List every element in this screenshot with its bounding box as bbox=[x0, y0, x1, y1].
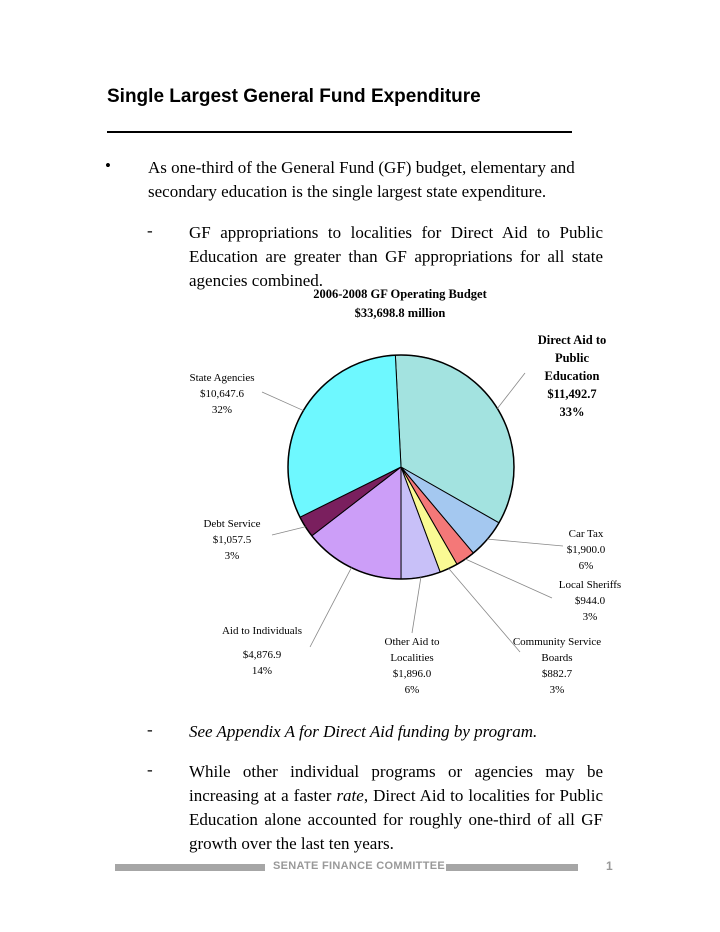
label-aid-individuals-percent: 14% bbox=[251, 665, 273, 677]
label-local-sheriffs-percent: 3% bbox=[582, 611, 598, 623]
leader-line-debt-service bbox=[272, 527, 305, 535]
chart-title: 2006-2008 GF Operating Budget bbox=[313, 287, 487, 301]
paragraph-growth-italic: rate bbox=[336, 786, 364, 805]
label-direct-aid bbox=[512, 331, 632, 421]
label-other-aid-line1: Other Aid to bbox=[384, 636, 440, 648]
label-car-tax-value: $1,900.0 bbox=[566, 544, 606, 556]
label-direct-aid-line3: Education bbox=[544, 369, 600, 383]
paragraph-main: As one-third of the General Fund (GF) budget, elementary and secondary education is the single largest state expenditure. bbox=[148, 158, 575, 201]
page-number: 1 bbox=[606, 859, 613, 873]
label-aid-individuals-value: $4,876.9 bbox=[242, 649, 282, 661]
label-direct-aid-percent: 33% bbox=[559, 405, 585, 419]
label-direct-aid-line2: Public bbox=[554, 351, 590, 365]
dash-marker: - bbox=[147, 221, 153, 240]
paragraph-growth bbox=[189, 760, 603, 856]
label-other-aid-line2: Localities bbox=[390, 652, 434, 664]
label-other-aid-percent: 6% bbox=[404, 684, 420, 696]
label-aid-individuals bbox=[212, 623, 312, 639]
label-local-sheriffs-name: Local Sheriffs bbox=[558, 579, 622, 591]
label-state-agencies-percent: 32% bbox=[211, 404, 233, 416]
bullet-marker: • bbox=[105, 156, 111, 175]
label-community-service bbox=[497, 634, 617, 698]
label-debt-service-name: Debt Service bbox=[203, 518, 261, 530]
page-title: Single Largest General Fund Expenditure bbox=[107, 86, 481, 107]
label-community-service-line2: Boards bbox=[541, 652, 573, 664]
label-community-service-percent: 3% bbox=[549, 684, 565, 696]
leader-line-aid-to-individuals bbox=[310, 568, 351, 647]
leader-line-other-aid-to-localities bbox=[412, 577, 421, 633]
label-state-agencies-value: $10,647.6 bbox=[200, 388, 244, 400]
label-debt-service-value: $1,057.5 bbox=[212, 534, 252, 546]
label-aid-individuals-name: Aid to Individuals bbox=[221, 625, 303, 637]
label-direct-aid-line1: Direct Aid to bbox=[537, 333, 607, 347]
label-local-sheriffs-value: $944.0 bbox=[574, 595, 606, 607]
label-other-aid bbox=[362, 634, 462, 698]
label-car-tax bbox=[548, 526, 624, 574]
label-debt-service bbox=[192, 516, 272, 564]
footer-bar-right bbox=[446, 864, 578, 871]
footer-committee-name: SENATE FINANCE COMMITTEE bbox=[273, 860, 445, 872]
label-debt-service-percent: 3% bbox=[224, 550, 240, 562]
paragraph-appendix-note: See Appendix A for Direct Aid funding by program. bbox=[189, 722, 538, 741]
label-other-aid-value: $1,896.0 bbox=[392, 668, 432, 680]
paragraph-growth-part1: While other individual programs or agencies may be increasing at a faster bbox=[189, 762, 603, 805]
label-direct-aid-value: $11,492.7 bbox=[547, 387, 597, 401]
paragraph-direct-aid: GF appropriations to localities for Direct Aid to Public Education are greater than GF appropriations for all state agencies combined. bbox=[189, 223, 603, 290]
paragraph-growth-part2: , Direct Aid to localities for Public Education alone accounted for roughly one-third of all GF growth over the last ten years. bbox=[189, 786, 603, 853]
chart-subtitle: $33,698.8 million bbox=[354, 306, 446, 320]
label-community-service-line1: Community Service bbox=[512, 636, 602, 648]
leader-line-local-sheriffs bbox=[465, 559, 552, 598]
label-state-agencies-name: State Agencies bbox=[189, 372, 255, 384]
label-car-tax-percent: 6% bbox=[578, 560, 594, 572]
dash-marker: - bbox=[147, 760, 153, 779]
label-local-sheriffs bbox=[549, 577, 631, 625]
label-aid-individuals-values bbox=[212, 647, 312, 679]
label-state-agencies bbox=[172, 370, 272, 418]
label-community-service-value: $882.7 bbox=[541, 668, 573, 680]
footer-bar-left bbox=[115, 864, 265, 871]
label-car-tax-name: Car Tax bbox=[568, 528, 604, 540]
dash-marker: - bbox=[147, 720, 153, 739]
